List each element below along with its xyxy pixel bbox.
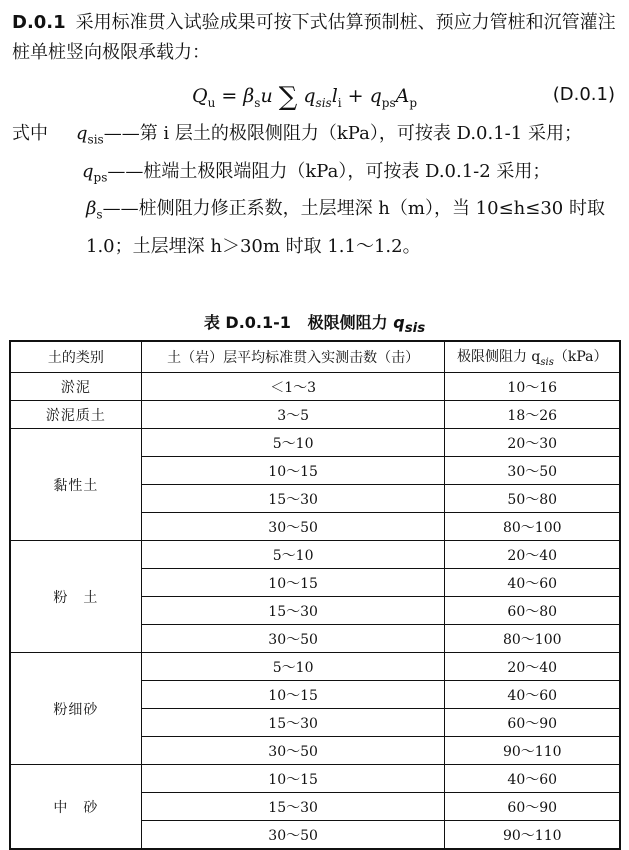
table-caption: 表 D.0.1-1 极限侧阻力 $q_{sis}$: [203, 313, 426, 337]
resistance-cell: 80～100: [445, 513, 620, 541]
blow-count-cell: 10～15: [141, 569, 445, 597]
definition-qsis: [12, 118, 622, 156]
definition-text: ——第 i 层土的极限侧阻力（kPa），可按表 D.0.1-1 采用；: [103, 123, 582, 144]
resistance-cell: 90～110: [445, 737, 620, 765]
resistance-cell: 18～26: [445, 401, 620, 429]
resistance-cell: 40～60: [445, 681, 620, 709]
resistance-cell: 90～110: [445, 821, 620, 850]
header-resistance: 极限侧阻力 $q_{sis}(kPa)$: [445, 341, 620, 373]
blow-count-cell: 5～10: [141, 653, 445, 681]
clause-number: D.0.1: [12, 12, 66, 33]
blow-count-cell: 3～5: [141, 401, 445, 429]
blow-count-cell: 5～10: [141, 429, 445, 457]
blow-count-cell: 10～15: [141, 457, 445, 485]
table-row: [10, 765, 620, 793]
soil-type-cell: 淤泥质土: [10, 401, 141, 429]
blow-count-cell: 30～50: [141, 513, 445, 541]
resistance-cell: 50～80: [445, 485, 620, 513]
blow-count-cell: 10～15: [141, 765, 445, 793]
resistance-cell: 30～50: [445, 457, 620, 485]
blow-count-cell: 30～50: [141, 821, 445, 850]
resistance-cell: 20～40: [445, 653, 620, 681]
side-resistance-table: [9, 340, 621, 850]
soil-type-cell: 黏性土: [10, 429, 141, 541]
soil-type-cell: 粉细砂: [10, 653, 141, 765]
table-row: [10, 373, 620, 401]
blow-count-cell: 30～50: [141, 737, 445, 765]
clause-text: 采用标准贯入试验成果可按下式估算预制桩、预应力管桩和沉管灌注桩单桩竖向极限承载力：: [12, 12, 616, 63]
blow-count-cell: 15～30: [141, 793, 445, 821]
blow-count-cell: 10～15: [141, 681, 445, 709]
resistance-cell: 60～90: [445, 709, 620, 737]
definition-text: ——桩端土极限端阻力（kPa），可按表 D.0.1-2 采用；: [107, 160, 551, 182]
resistance-cell: 40～60: [445, 569, 620, 597]
resistance-cell: 80～100: [445, 625, 620, 653]
formula-expression: $Q_u = \beta_su$ ∑ $q_{sis}l_i + q_{ps}A_p$: [192, 82, 418, 112]
definition-qps: [12, 156, 622, 194]
symbol-qsis: $q_{sis}$: [76, 123, 104, 147]
symbol-definitions: [12, 118, 622, 263]
soil-type-cell: 中 砂: [10, 765, 141, 850]
blow-count-cell: 15～30: [141, 709, 445, 737]
definition-lead: 式中: [12, 123, 48, 144]
soil-type-cell: 淤泥: [10, 373, 141, 401]
blow-count-cell: 5～10: [141, 541, 445, 569]
formula-block: [0, 80, 629, 114]
resistance-cell: 10～16: [445, 373, 620, 401]
resistance-cell: 40～60: [445, 765, 620, 793]
blow-count-cell: ＜1～3: [141, 373, 445, 401]
definition-text: ——桩侧阻力修正系数，土层埋深 h（m），当 10≤h≤30 时取 1.0；土层埋深 h＞30m 时取 1.1～1.2。: [86, 198, 605, 257]
table-row: [10, 429, 620, 457]
blow-count-cell: 15～30: [141, 485, 445, 513]
symbol-beta: $\beta_s$: [86, 198, 103, 222]
header-soil: 土的类别: [10, 341, 141, 373]
table-header-row: [10, 341, 620, 373]
blow-count-cell: 15～30: [141, 597, 445, 625]
table-row: [10, 401, 620, 429]
table-row: [10, 541, 620, 569]
resistance-cell: 60～80: [445, 597, 620, 625]
blow-count-cell: 30～50: [141, 625, 445, 653]
formula-number: (D.0.1): [552, 84, 615, 105]
resistance-cell: 20～40: [445, 541, 620, 569]
header-blows: 土（岩）层平均标准贯入实测击数（击）: [141, 341, 445, 373]
clause-paragraph: [12, 8, 618, 68]
table-row: [10, 653, 620, 681]
resistance-cell: 60～90: [445, 793, 620, 821]
resistance-cell: 20～30: [445, 429, 620, 457]
definition-beta: [12, 193, 622, 263]
soil-type-cell: 粉 土: [10, 541, 141, 653]
symbol-qps: $q_{ps}$: [82, 160, 108, 185]
